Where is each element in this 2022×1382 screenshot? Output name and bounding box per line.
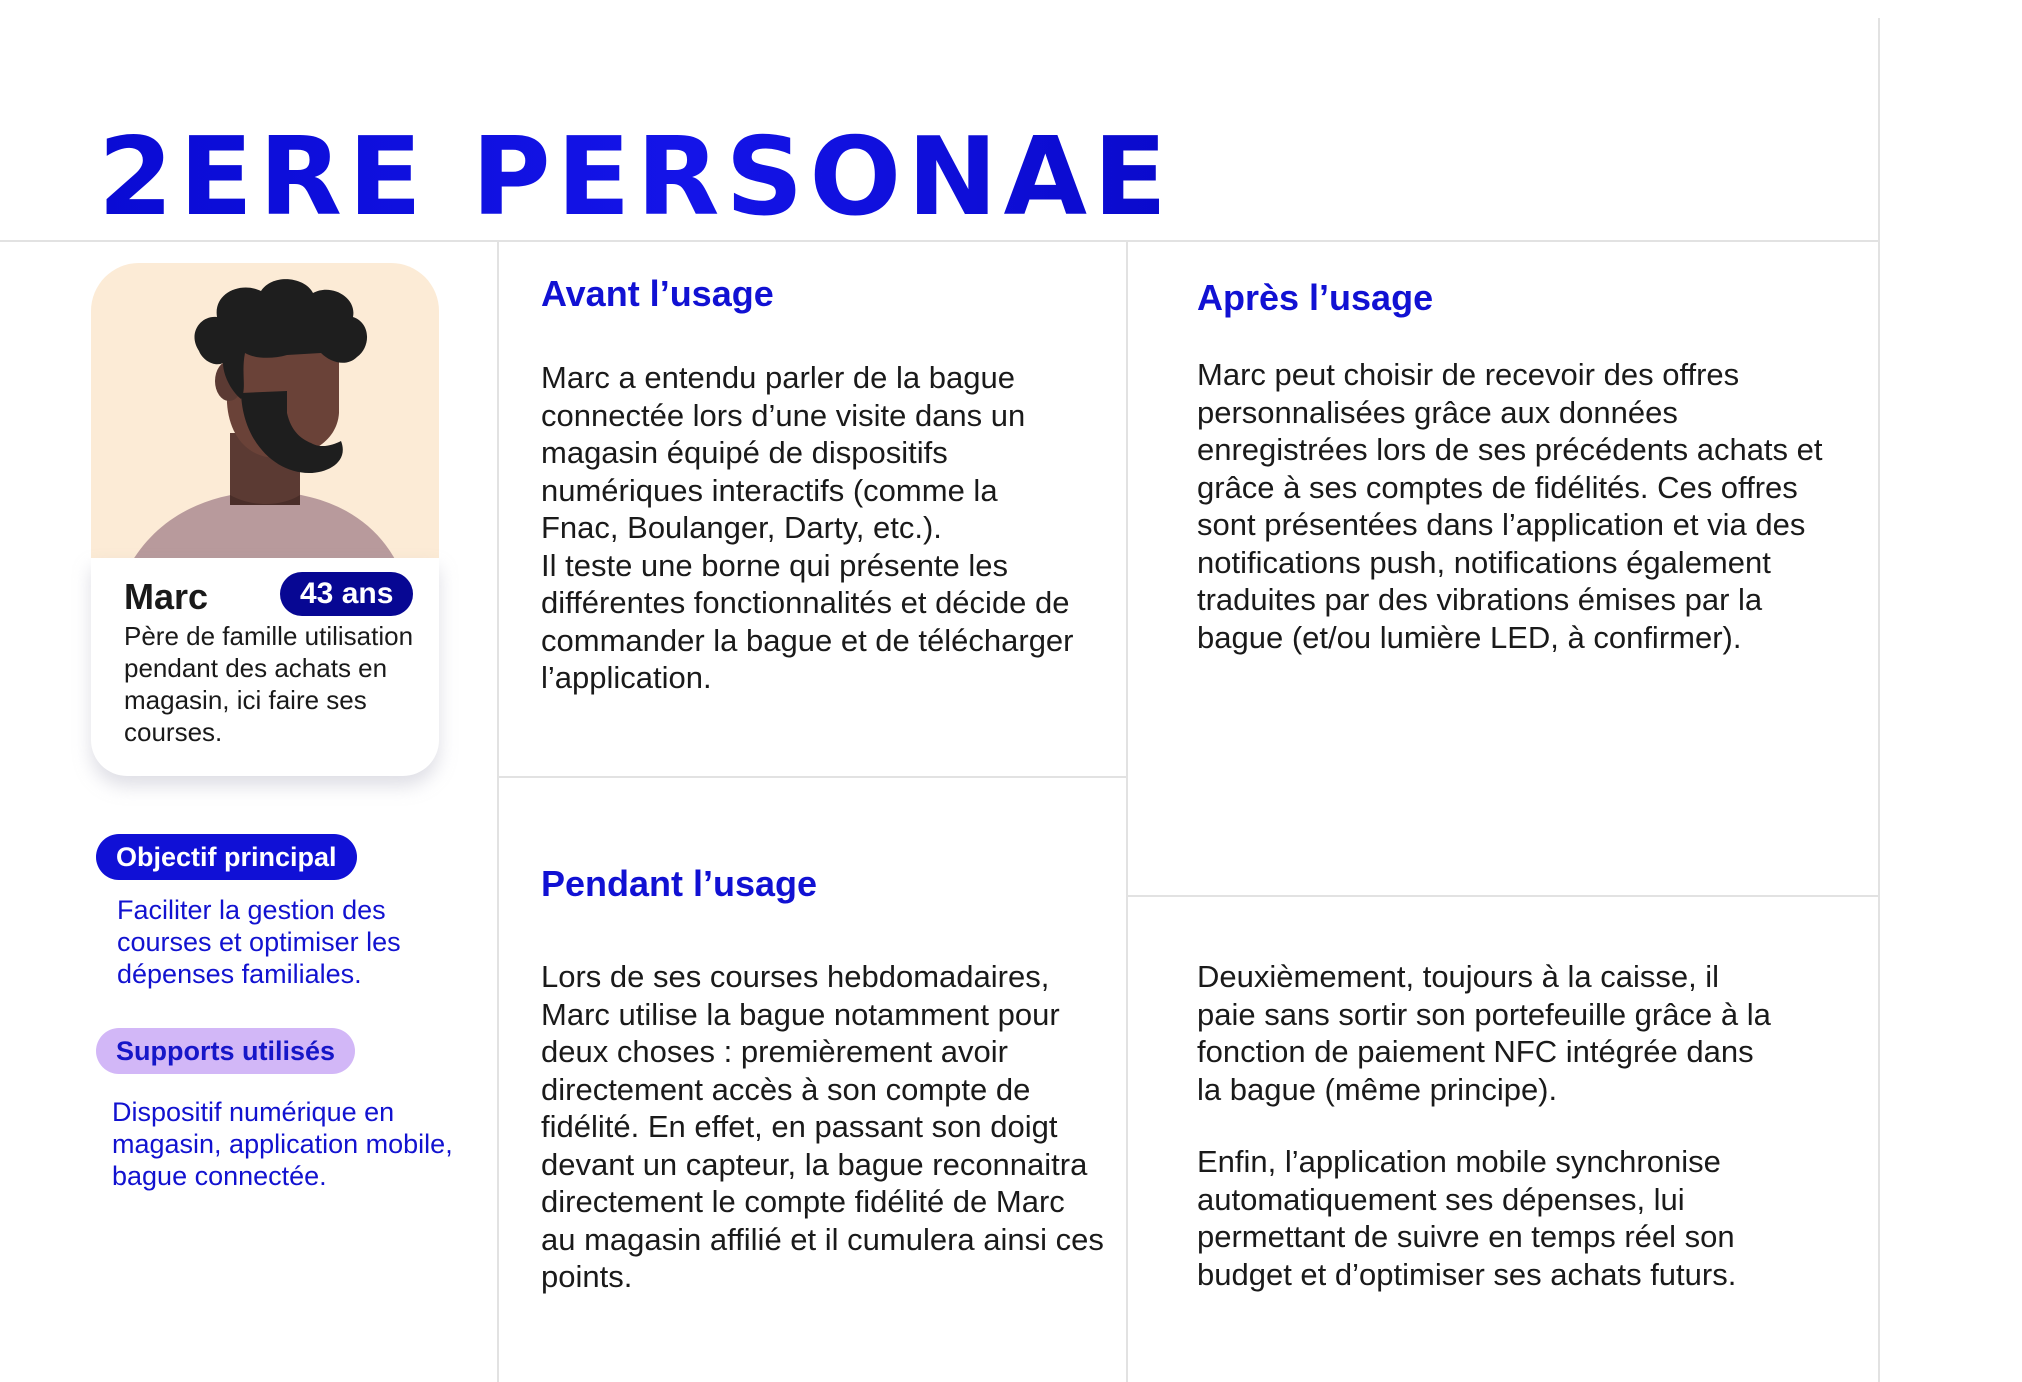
pendant-title: Pendant l’usage — [541, 863, 818, 904]
column-divider-2 — [1126, 240, 1128, 1382]
pendant-text: Lors de ses courses hebdomadaires, Marc utilise la bague notamment pour deux choses : premièrement avoir directement accès à son compte de fidélité. En effet, en passant son doigt devant un capteur, la bague reconnaitra directement le compte fidélité de Marc au magasin affilié et il cumulera ainsi ces points. — [541, 959, 1104, 1294]
right-page-edge — [1878, 18, 1880, 1382]
persona-avatar — [91, 263, 439, 563]
apres-text: Marc peut choisir de recevoir des offres personnalisées grâce aux données enregistrées lors de ses précédents achats et grâce à ses comptes de fidélités. Ces offres sont présentées dans l’application et via des notifications push, notifications également traduites par des vibrations émises par la bague (et/ou lumière LED, à confirmer). — [1197, 357, 1823, 655]
header-divider — [0, 240, 1880, 242]
objectif-badge: Objectif principal — [96, 834, 357, 880]
objectif-text: Faciliter la gestion des courses et optimiser les dépenses familiales. — [117, 895, 401, 989]
page-title: 2ERE PERSONAE — [98, 115, 1173, 240]
man-with-beard-avatar-icon — [91, 263, 439, 563]
row-divider-middle — [497, 776, 1128, 778]
suite-paragraph-2: Enfin, l’application mobile synchronise automatiquement ses dépenses, lui permettant de suivre en temps réel son budget et d’optimiser ses achats futurs. — [1197, 1144, 1737, 1292]
supports-text: Dispositif numérique en magasin, application mobile, bague connectée. — [112, 1097, 453, 1191]
column-divider-1 — [497, 240, 499, 1382]
persona-card — [91, 558, 439, 776]
persona-description: Père de famille utilisation pendant des achats en magasin, ici faire ses courses. — [124, 621, 414, 747]
row-divider-right — [1126, 895, 1880, 897]
apres-title: Après l’usage — [1197, 277, 1434, 318]
avant-title: Avant l’usage — [541, 273, 774, 314]
supports-badge: Supports utilisés — [96, 1028, 355, 1074]
age-badge: 43 ans — [280, 572, 413, 616]
suite-paragraph-1: Deuxièmement, toujours à la caisse, il paie sans sortir son portefeuille grâce à la fonction de paiement NFC intégrée dans la bague (même principe). — [1197, 959, 1771, 1107]
avant-text: Marc a entendu parler de la bague connectée lors d’une visite dans un magasin équipé de dispositifs numériques interactifs (comme la Fnac, Boulanger, Darty, etc.). Il teste une borne qui présente les différentes fonctionnalités et décide de commander la bague et de télécharger l’application. — [541, 360, 1074, 695]
persona-name: Marc — [124, 576, 209, 617]
